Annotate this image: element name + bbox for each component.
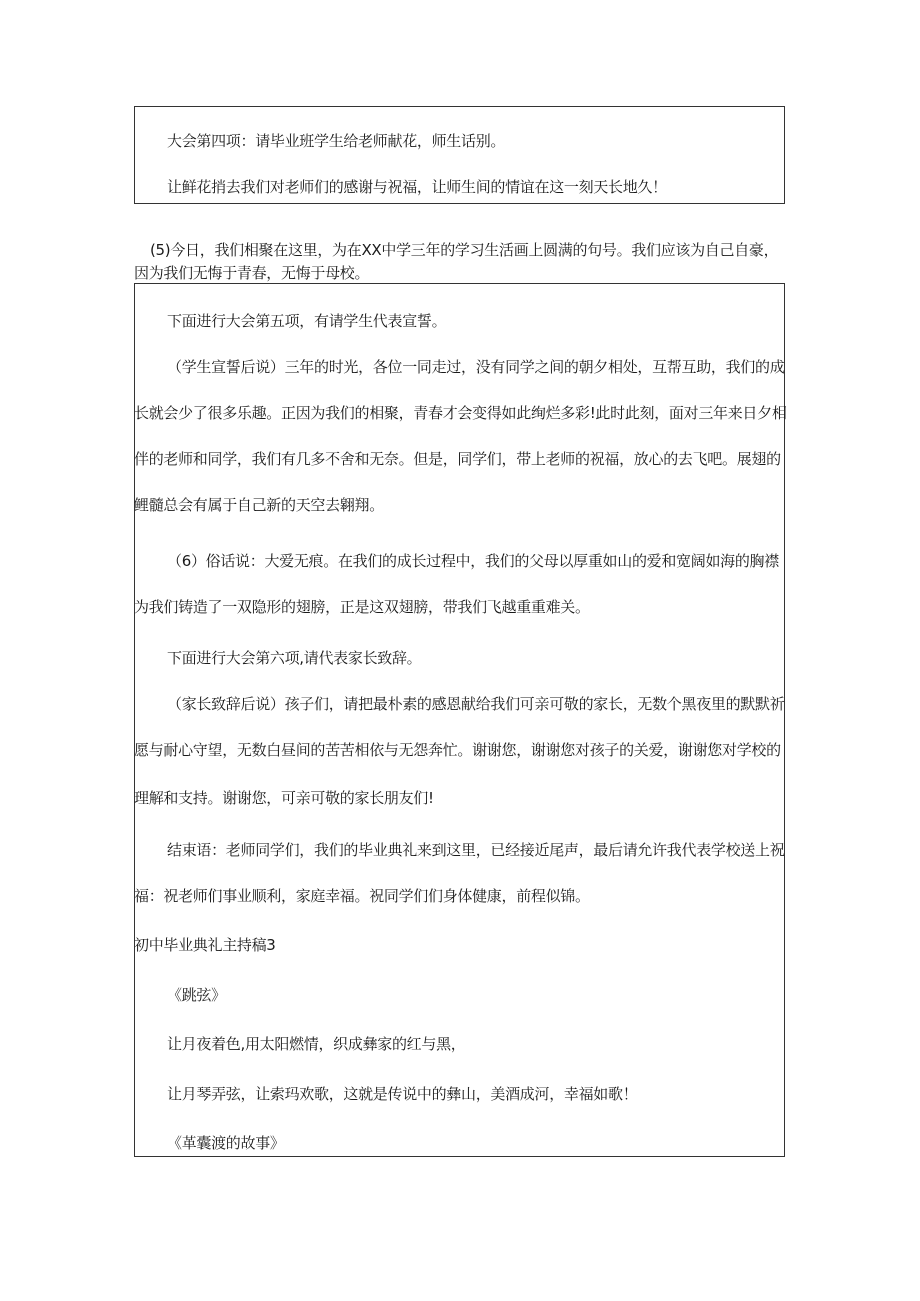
paragraph-line: 让鲜花捎去我们对老师们的感谢与祝福，让师生间的情谊在这一刻天长地久！ <box>167 178 667 196</box>
paragraph-line: 长就会少了很多乐趣。正因为我们的相聚，青春才会变得如此绚烂多彩!此时此刻，面对三年来日夕相 <box>134 404 787 422</box>
paragraph-line: 下面进行大会第五项，有请学生代表宣誓。 <box>167 312 447 330</box>
paragraph-line: 让月夜着色,用太阳燃情，织成彝家的红与黑， <box>167 1035 466 1053</box>
paragraph-line: 让月琴弄弦，让索玛欢歌，这就是传说中的彝山，美酒成河，幸福如歌！ <box>167 1085 638 1103</box>
paragraph-line: 愿与耐心守望，无数白昼间的苦苦相依与无怨奔忙。谢谢您，谢谢您对孩子的关爱，谢谢您对学校的 <box>134 741 781 759</box>
paragraph-line: 大会第四项：请毕业班学生给老师献花，师生话别。 <box>167 132 506 150</box>
paragraph-line: （家长致辞后说）孩子们，请把最朴素的感恩献给我们可亲可敬的家长，无数个黑夜里的默默祈 <box>167 695 785 713</box>
paragraph-line: 福：祝老师们事业顺利，家庭幸福。祝同学们们身体健康，前程似锦。 <box>134 887 590 905</box>
paragraph-line: 鲤髓总会有属于自己新的天空去翱翔。 <box>134 496 384 514</box>
poem-title: 《跳弦》 <box>167 986 226 1004</box>
section-heading: 初中毕业典礼主持稿3 <box>134 936 276 954</box>
paragraph-line: 因为我们无悔于青春，无悔于母校。 <box>134 264 370 282</box>
paragraph-line: 下面进行大会第六项,请代表家长致辞。 <box>167 649 422 667</box>
paragraph-line: 理解和支持。谢谢您，可亲可敬的家长朋友们! <box>134 789 434 807</box>
paragraph-line: 伴的老师和同学，我们有几多不舍和无奈。但是，同学们，带上老师的祝福，放心的去飞吧。展翅的 <box>134 450 781 468</box>
paragraph-line: （学生宣誓后说）三年的时光，各位一同走过，没有同学之间的朝夕相处，互帮互助，我们的成 <box>167 358 785 376</box>
poem-title: 《革囊渡的故事》 <box>167 1134 285 1152</box>
paragraph-line: (5)今日，我们相聚在这里，为在XX中学三年的学习生活画上圆满的句号。我们应该为自己自豪， <box>150 241 779 259</box>
paragraph-line: 为我们铸造了一双隐形的翅膀，正是这双翅膀，带我们飞越重重难关。 <box>134 598 590 616</box>
paragraph-line: （6）俗话说：大爱无痕。在我们的成长过程中，我们的父母以厚重如山的爱和宽阔如海的胸襟 <box>167 552 779 570</box>
paragraph-line: 结束语：老师同学们，我们的毕业典礼来到这里，已经接近尾声，最后请允许我代表学校送上祝 <box>167 841 785 859</box>
